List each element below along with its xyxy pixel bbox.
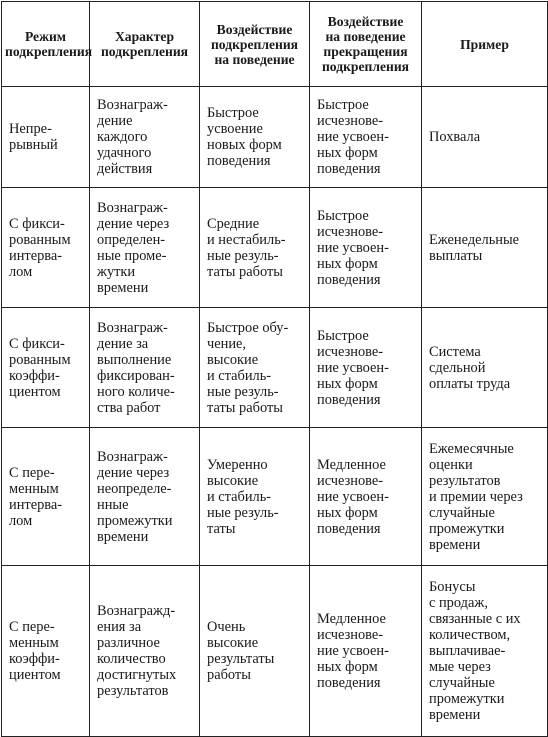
cell-mode: С фикси- рованным интерва- лом: [2, 188, 90, 308]
cell-example: Бонусы с продаж, связанные с их количеством, выплачивае- мые через случайные промежутки времени: [422, 566, 548, 737]
reinforcement-schedules-table: [1, 1, 548, 737]
cell-effect: Быстрое усвоение новых форм поведения: [200, 87, 310, 188]
cell-nature: Вознаграж- дение каждого удачного действия: [90, 87, 200, 188]
table-row: [2, 566, 548, 737]
cell-mode: С пере- менным коэффи- циентом: [2, 566, 90, 737]
cell-mode: Непре- рывный: [2, 87, 90, 188]
header-effect-of-cessation: Воздействие на поведение прекращения подкрепления: [310, 2, 422, 87]
table-row: [2, 87, 548, 188]
cell-effect: Умеренно высокие и стабиль- ные резуль- таты: [200, 428, 310, 566]
header-example: Пример: [422, 2, 548, 87]
cell-cessation-effect: Быстрое исчезнове- ние усвоен- ных форм поведения: [310, 308, 422, 428]
cell-mode: С фикси- рованным коэффи- циентом: [2, 308, 90, 428]
cell-effect: Быстрое обу- чение, высокие и стабиль- ные резуль- таты работы: [200, 308, 310, 428]
header-reinforcement-nature: Характер подкрепления: [90, 2, 200, 87]
cell-effect: Средние и нестабиль- ные резуль- таты работы: [200, 188, 310, 308]
cell-nature: Вознагражд- ения за различное количество достигнутых результатов: [90, 566, 200, 737]
cell-cessation-effect: Быстрое исчезнове- ние усвоен- ных форм поведения: [310, 87, 422, 188]
cell-cessation-effect: Медленное исчезнове- ние усвоен- ных форм поведения: [310, 566, 422, 737]
cell-cessation-effect: Быстрое исчезнове- ние усвоен- ных форм поведения: [310, 188, 422, 308]
table-row: [2, 308, 548, 428]
cell-nature: Вознаграж- дение через определен- ные проме- жутки времени: [90, 188, 200, 308]
header-reinforcement-mode: Режим подкрепления: [2, 2, 90, 87]
cell-nature: Вознаграж- дение через неопределе- нные промежутки времени: [90, 428, 200, 566]
table-row: [2, 428, 548, 566]
header-row: [2, 2, 548, 87]
cell-example: Ежемесячные оценки результатов и премии через случайные промежутки времени: [422, 428, 548, 566]
cell-cessation-effect: Медленное исчезнове- ние усвоен- ных форм поведения: [310, 428, 422, 566]
cell-effect: Очень высокие результаты работы: [200, 566, 310, 737]
header-effect-on-behavior: Воздействие подкрепления на поведение: [200, 2, 310, 87]
table-row: [2, 188, 548, 308]
cell-example: Похвала: [422, 87, 548, 188]
cell-example: Система сдельной оплаты труда: [422, 308, 548, 428]
cell-nature: Вознаграж- дение за выполнение фиксирован- ного количе- ства работ: [90, 308, 200, 428]
cell-mode: С пере- менным интерва- лом: [2, 428, 90, 566]
cell-example: Еженедельные выплаты: [422, 188, 548, 308]
